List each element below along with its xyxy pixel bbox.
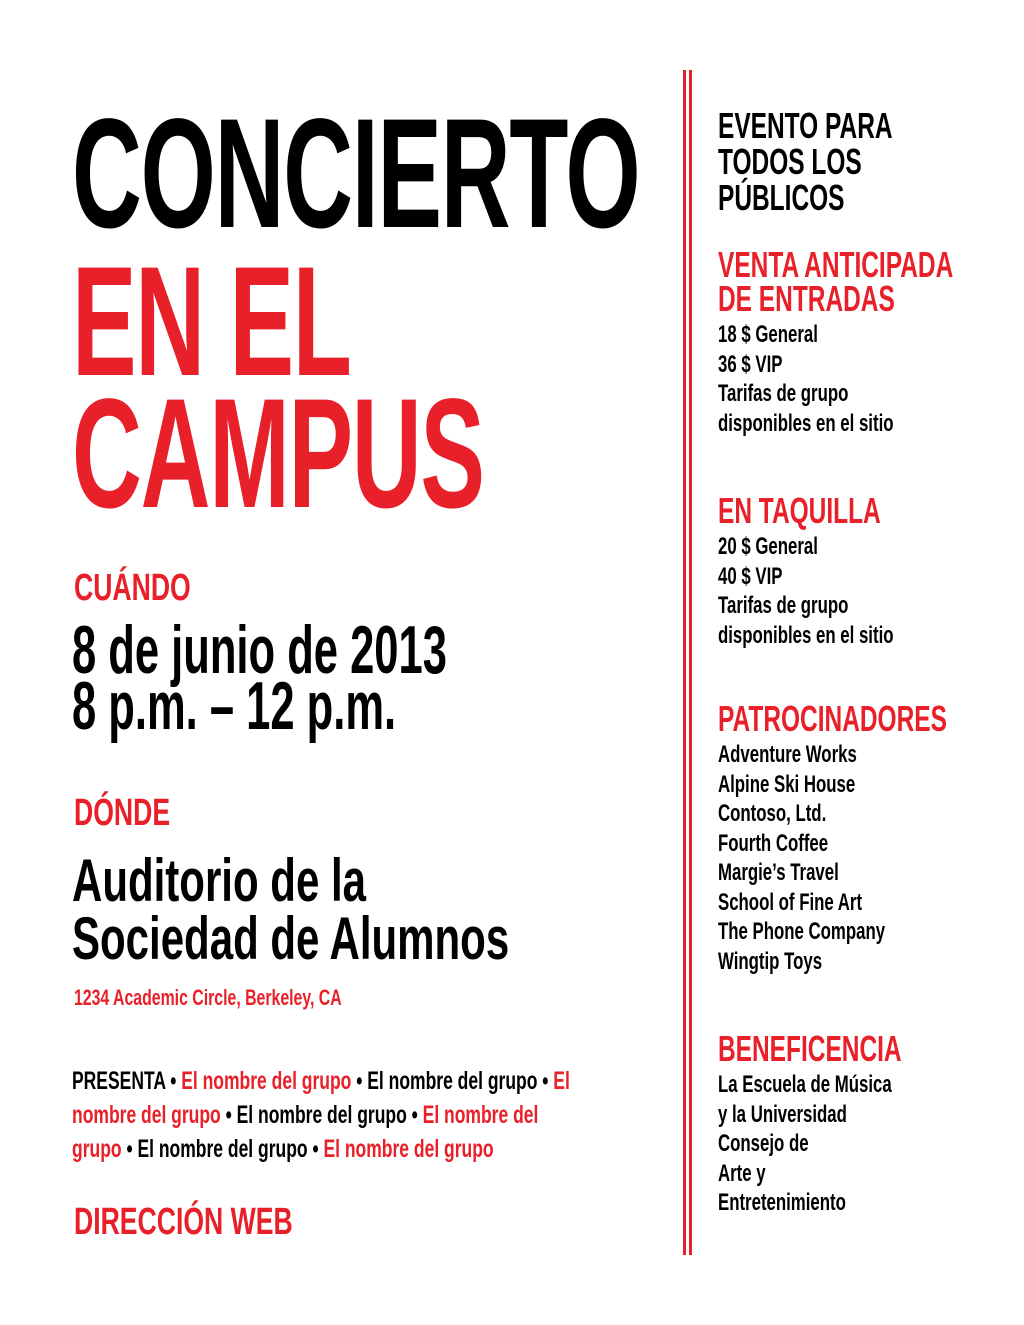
box-office-heading: EN TAQUILLA — [718, 490, 881, 531]
sponsor-item: Fourth Coffee — [718, 829, 829, 857]
event-date: 8 de junio de 2013 — [72, 612, 447, 688]
sponsor-item: Margie’s Travel — [718, 859, 839, 886]
sponsor-item: Wingtip Toys — [718, 947, 823, 975]
title-line-3: CAMPUS — [72, 367, 484, 541]
charity-item: Entretenimiento — [718, 1189, 846, 1216]
group-name: El nombre del grupo — [181, 1067, 352, 1095]
presents-label: PRESENTA — [72, 1067, 166, 1095]
group-name: El nombre del grupo — [323, 1135, 494, 1163]
price-item: disponibles en el sitio — [718, 621, 894, 649]
audience-notice: EVENTO PARA TODOS LOS PÚBLICOS — [718, 105, 893, 218]
when-label: CUÁNDO — [74, 567, 191, 609]
charity-item: y la Universidad — [718, 1100, 847, 1128]
charity-heading: BENEFICENCIA — [718, 1028, 902, 1069]
price-item: Tarifas de grupo — [718, 380, 849, 407]
venue-name — [72, 847, 697, 972]
group-name-part: grupo — [72, 1135, 122, 1163]
box-office — [718, 490, 969, 650]
title-line-2: EN EL — [72, 235, 351, 409]
sponsors-heading: PATROCINADORES — [718, 698, 947, 739]
venue-address: 1234 Academic Circle, Berkeley, CA — [74, 985, 342, 1010]
sponsor-item: School of Fine Art — [718, 888, 863, 916]
price-item: 20 $ General — [718, 533, 818, 560]
price-item: disponibles en el sitio — [718, 409, 894, 437]
price-item: 40 $ VIP — [718, 562, 783, 590]
venue-line-2: Sociedad de Alumnos — [72, 905, 510, 972]
when-details — [72, 612, 658, 744]
presents-line-1: PRESENTA • El nombre del grupo • El nombre del grupo • El — [72, 1067, 570, 1095]
where-label: DÓNDE — [74, 792, 171, 834]
advance-tickets: VENTA ANTICIPADA DE ENTRADAS 18 $ General 36 $ VIP Tarifas de grupo disponibles en el sitio — [718, 248, 1024, 438]
charity-item: Consejo de — [718, 1130, 809, 1157]
group-name-part: El nombre del — [422, 1101, 539, 1129]
venue-line-1: Auditorio de la — [72, 847, 366, 914]
group-name: El nombre del grupo — [137, 1135, 308, 1163]
group-name: El nombre del grupo — [236, 1101, 407, 1129]
charity-item: Arte y — [718, 1159, 766, 1187]
sponsor-item: Contoso, Ltd. — [718, 800, 827, 827]
sponsors — [718, 698, 1024, 976]
group-name-part: El — [553, 1067, 570, 1095]
group-name: El nombre del grupo — [367, 1067, 538, 1095]
sponsor-item: Adventure Works — [718, 741, 857, 768]
advance-heading: VENTA ANTICIPADA — [718, 244, 954, 285]
charity-item: La Escuela de Música — [718, 1071, 892, 1098]
price-item: 36 $ VIP — [718, 350, 783, 378]
price-item: Tarifas de grupo — [718, 592, 849, 619]
presents-line-3: grupo • El nombre del grupo • El nombre del grupo — [72, 1135, 494, 1163]
sponsor-item: Alpine Ski House — [718, 770, 856, 798]
web-address-label: DIRECCIÓN WEB — [74, 1201, 293, 1243]
group-name-part: nombre del grupo — [72, 1101, 221, 1129]
event-time: 8 p.m. – 12 p.m. — [72, 668, 397, 744]
presents-line-2: nombre del grupo • El nombre del grupo • El nombre del — [72, 1101, 539, 1129]
sponsor-item: The Phone Company — [718, 918, 886, 945]
column-divider — [683, 70, 693, 1255]
charity — [718, 1028, 988, 1218]
title-line-1: CONCIERTO — [72, 87, 640, 261]
price-item: 18 $ General — [718, 321, 818, 348]
